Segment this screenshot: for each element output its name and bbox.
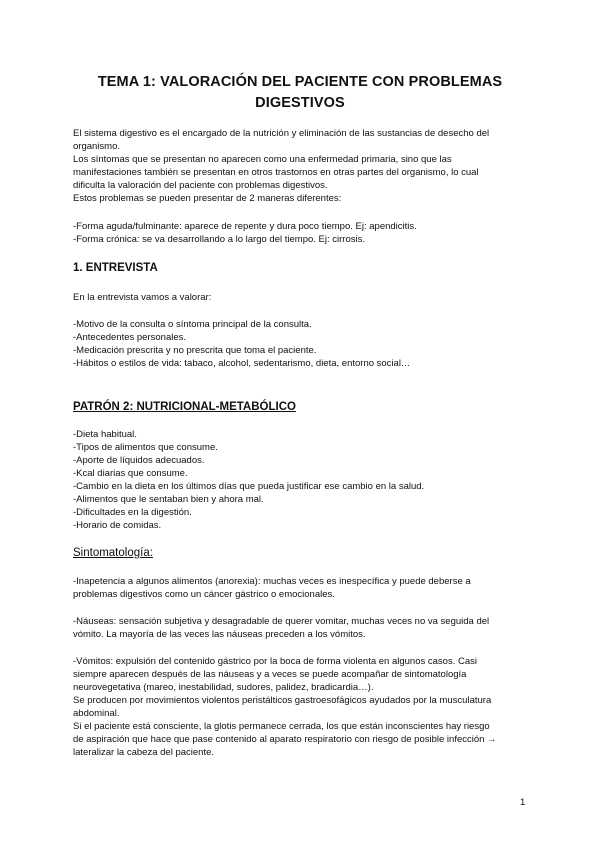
- title-line-1: TEMA 1: VALORACIÓN DEL PACIENTE CON PROBLEMAS: [97, 74, 503, 90]
- list-item: -Cambio en la dieta en los últimos días que pueda justificar ese cambio en la salud.: [73, 481, 425, 492]
- paragraph-line: Se producen por movimientos violentos peristálticos gastroesofágicos ayudados por la musculatura: [73, 695, 492, 706]
- intro-line: organismo.: [73, 141, 120, 152]
- paragraph-line: neurovegetativa (mareo, inestabilidad, sudores, palidez, bradicardia…).: [73, 682, 374, 693]
- intro-line: dificulta la valoración del paciente con problemas digestivos.: [73, 180, 328, 191]
- paragraph-line: Si el paciente está consciente, la glotis permanece cerrada, los que están inconscientes hay riesgo: [73, 721, 490, 732]
- list-item: -Horario de comidas.: [73, 520, 162, 531]
- paragraph-line: problemas digestivos como un cáncer gástrico o emocionales.: [73, 589, 335, 600]
- list-item: -Aporte de líquidos adecuados.: [73, 455, 205, 466]
- paragraph-line: abdominal.: [73, 708, 120, 719]
- paragraph-line: lateralizar la cabeza del paciente.: [73, 747, 215, 758]
- paragraph-line: de aspiración que hace que pase contenido al aparato respiratorio con riesgo de posible infección →: [73, 734, 497, 745]
- form-item: -Forma aguda/fulminante: aparece de repente y dura poco tiempo. Ej: apendicitis.: [73, 221, 417, 232]
- list-item: -Hábitos o estilos de vida: tabaco, alcohol, sedentarismo, dieta, entorno social…: [73, 358, 411, 369]
- paragraph-line: siempre aparecen después de las náuseas y a veces se puede acompañar de sintomatología: [73, 669, 467, 680]
- intro-line: Estos problemas se pueden presentar de 2 maneras diferentes:: [73, 193, 342, 204]
- section-heading-entrevista: 1. ENTREVISTA: [73, 262, 158, 274]
- list-item: -Kcal diarias que consume.: [73, 468, 188, 479]
- page-number: 1: [520, 797, 526, 808]
- intro-line: Los síntomas que se presentan no aparecen como una enfermedad primaria, sino que las: [73, 154, 452, 165]
- list-item: -Dificultades en la digestión.: [73, 507, 192, 518]
- section-heading-patron: PATRÓN 2: NUTRICIONAL-METABÓLICO: [73, 401, 296, 413]
- paragraph-line: -Inapetencia a algunos alimentos (anorexia): muchas veces es inespecífica y puede deberse a: [73, 576, 471, 587]
- paragraph-line: -Náuseas: sensación subjetiva y desagradable de querer vomitar, muchas veces no va seguida del: [73, 616, 490, 627]
- subheading-sintomatologia: Sintomatología:: [73, 547, 153, 559]
- list-item: -Alimentos que le sentaban bien y ahora mal.: [73, 494, 264, 505]
- list-item: -Antecedentes personales.: [73, 332, 187, 343]
- list-item: -Motivo de la consulta o síntoma principal de la consulta.: [73, 319, 312, 330]
- section-intro: En la entrevista vamos a valorar:: [73, 292, 212, 303]
- document-title: [60, 72, 540, 114]
- paragraph-line: -Vómitos: expulsión del contenido gástrico por la boca de forma violenta en algunos casos. Casi: [73, 656, 477, 667]
- intro-line: manifestaciones también se presentan en otros trastornos en otras partes del organismo, lo cual: [73, 167, 479, 178]
- paragraph-line: vómito. La mayoría de las veces las náuseas preceden a los vómitos.: [73, 629, 366, 640]
- form-item: -Forma crónica: se va desarrollando a lo largo del tiempo. Ej: cirrosis.: [73, 234, 365, 245]
- list-item: -Dieta habitual.: [73, 429, 137, 440]
- title-line-2: DIGESTIVOS: [255, 95, 345, 111]
- list-item: -Tipos de alimentos que consume.: [73, 442, 218, 453]
- intro-line: El sistema digestivo es el encargado de la nutrición y eliminación de las sustancias de desecho del: [73, 128, 490, 139]
- list-item: -Medicación prescrita y no prescrita que toma el paciente.: [73, 345, 317, 356]
